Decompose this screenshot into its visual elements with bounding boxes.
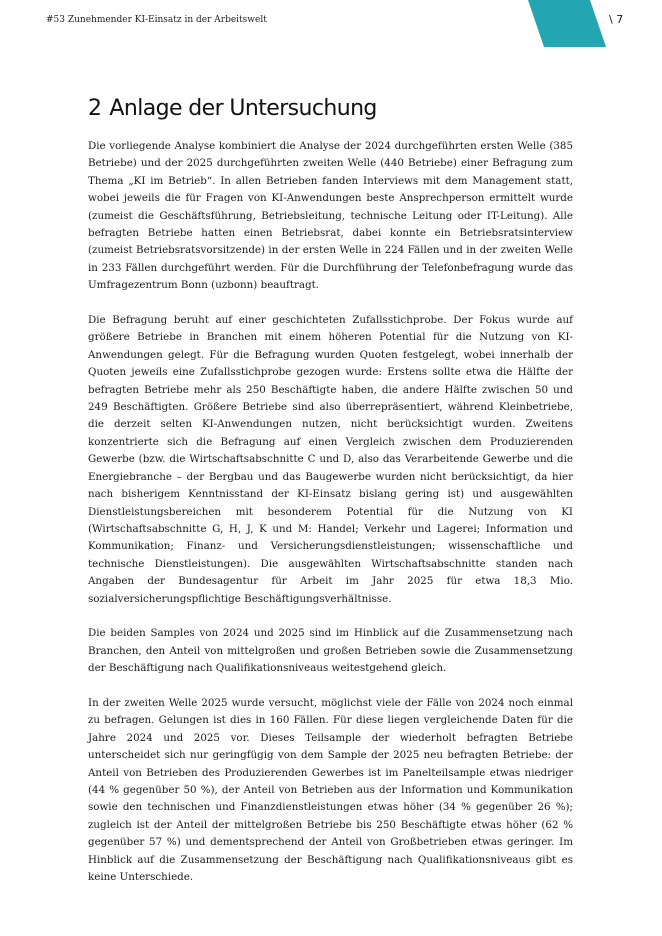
paragraph-1: Die vorliegende Analyse kombiniert die Analyse der 2024 durchgeführten ersten Welle (385 Betriebe) und der 2025 durchgeführten zweiten Welle (440 Betriebe) einer Befragung zum Thema „KI im Betrieb“. In allen Betrieben fanden Interviews mit dem Management statt, wobei jeweils die für Fragen von KI-Anwendungen beste Ansprechperson ermittelt wurde (zumeist die Geschäftsführung, Betriebsleitung, technische Leitung oder IT-Leitung). Alle befragten Betriebe hatten einen Betriebsrat, dabei konnte ein Betriebsratsinterview (zumeist Betriebsratsvorsitzende) in der ersten Welle in 224 Fällen und in der zweiten Welle in 233 Fällen durchgeführt werden. Für die Durchführung der Telefonbefragung wurde das Umfragezentrum Bonn (uzbonn) beauftragt. bbox=[88, 140, 573, 292]
paragraph-4: In der zweiten Welle 2025 wurde versucht, möglichst viele der Fälle von 2024 noch einmal zu befragen. Gelungen ist dies in 160 Fällen. Für diese liegen vergleichende Daten für die Jahre 2024 und 2025 vor. Dieses Teilsample der wiederholt befragten Betriebe unterscheidet sich nur geringfügig von dem Sample der 2025 neu befragten Betriebe: der Anteil von Betrieben des Produzierenden Gewerbes ist im Panelteilsample etwas niedriger (44 % gegenüber 50 %), der Anteil von Betrieben aus der Information und Kommunikation sowie den technischen und Finanzdienstleistungen etwas höher (34 % gegenüber 26 %); zugleich ist der Anteil der mittelgroßen Betriebe bis 250 Beschäftigte etwas höher (62 % gegenüber 57 %) und dementsprechend der Anteil von Großbetrieben etwas geringer. Im Hinblick auf die Zusammensetzung der Beschäftigung nach Qualifikationsniveaus gibt es keine Unterschiede. bbox=[88, 696, 573, 884]
section-heading bbox=[88, 94, 578, 124]
section-title: Anlage der Untersuchung bbox=[109, 96, 377, 121]
header-accent-shape bbox=[528, 0, 606, 47]
header-accent-parallelogram bbox=[528, 0, 606, 47]
paragraph-3: Die beiden Samples von 2024 und 2025 sind im Hinblick auf die Zusammensetzung nach Branchen, den Anteil von mittelgroßen und großen Betrieben sowie die Zusammensetzung der Beschäftigung nach Qualifikationsniveaus weitestgehend gleich. bbox=[88, 627, 573, 675]
running-header-title: #53 Zunehmender KI-Einsatz in der Arbeitswelt bbox=[46, 15, 267, 25]
section-number: 2 bbox=[88, 96, 102, 121]
body-text bbox=[88, 138, 573, 904]
paragraph-2: Die Befragung beruht auf einer geschichteten Zufallsstichprobe. Der Fokus wurde auf größere Betriebe in Branchen mit einem höheren Potential für die Nutzung von KI-Anwendungen gelegt. Für die Befragung wurden Quoten festgelegt, wobei innerhalb der Quoten jeweils eine Zufallsstichprobe gezogen wurde: Erstens sollte etwa die Hälfte der befragten Betriebe mehr als 250 Beschäftigte haben, die andere Hälfte zwischen 50 und 249 Beschäftigten. Größere Betriebe sind also überrepräsentiert, während Kleinbetriebe, die derzeit selten KI-Anwendungen nutzen, nicht berücksichtigt wurden. Zweitens konzentrierte sich die Befragung auf einen Vergleich zwischen dem Produzierenden Gewerbe (bzw. die Wirtschaftsabschnitte C und D, also das Verarbeitende Gewerbe und die Energiebranche – der Bergbau und das Baugewerbe wurden nicht berücksichtigt, da hier nach bisherigem Kenntnisstand der KI-Einsatz bislang gering ist) und ausgewählten Dienstleistungsbereichen mit besonderem Potential für die Nutzung von KI (Wirtschaftsabschnitte G, H, J, K und M: Handel; Verkehr und Lagerei; Information und Kommunikation; Finanz- und Versicherungsdienstleistungen; wissenschaftliche und technische Dienstleistungen). Die ausgewählten Wirtschaftsabschnitte standen nach Angaben der Bundesagentur für Arbeit im Jahr 2025 für etwa 18,3 Mio. sozialversicherungspflichtige Beschäftigungsverhältnisse. bbox=[88, 314, 573, 605]
page-number: \ 7 bbox=[609, 13, 624, 26]
